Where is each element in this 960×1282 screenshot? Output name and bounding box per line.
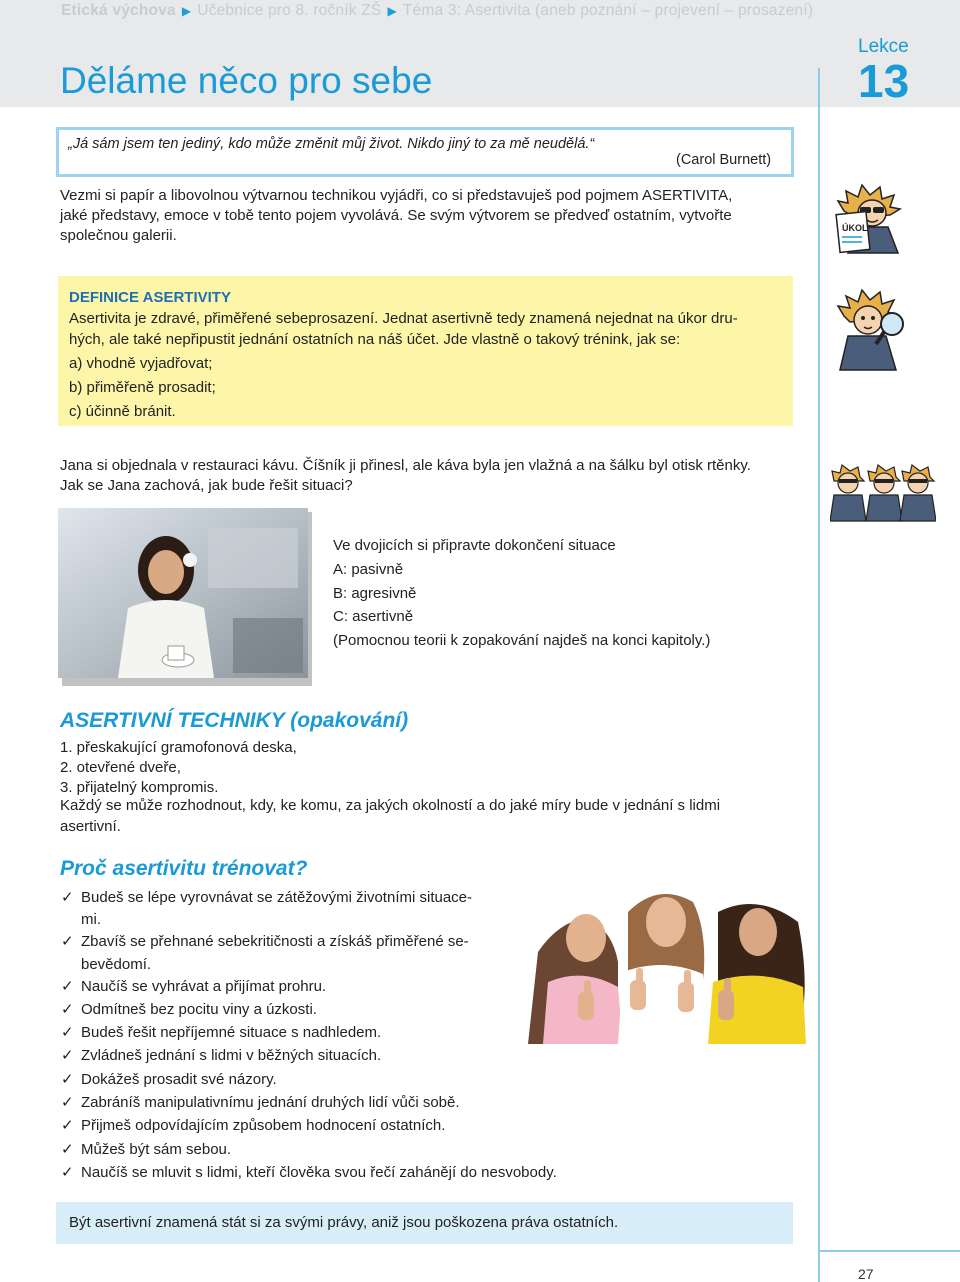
- breadcrumb-book: Učebnice pro 8. ročník ZŠ: [197, 2, 382, 19]
- checklist-text: Naučíš se mluvit s lidmi, kteří člověka svou řečí zahánějí do nesvobody.: [81, 1163, 557, 1181]
- situation-paragraph: [60, 456, 820, 496]
- checkmark-icon: ✓: [61, 889, 74, 906]
- technique-item: 1. přeskakující gramofonová deska,: [60, 739, 297, 756]
- pairs-line: C: asertivně: [333, 608, 414, 626]
- lesson-label: Lekce: [858, 36, 909, 57]
- margin-divider: [818, 68, 820, 1282]
- checklist-text: Naučíš se vyhrávat a přijímat prohru.: [81, 977, 327, 995]
- definition-line: hých, ale také nepřipustit jednání ostatních na náš účet. Jde vlastně o takový trénink, jak se:: [69, 331, 681, 348]
- pairs-line: A: pasivně: [333, 560, 404, 578]
- techniques-list: [60, 738, 297, 798]
- note-line: Každý se může rozhodnout, kdy, ke komu, za jakých okolností a do jaké míry bude v jednání s lidmi: [60, 797, 721, 814]
- situation-line: Jana si objednala v restauraci kávu. Číšník ji přinesl, ale káva byla jen vlažná a na šálku byl otisk rtěnky.: [60, 457, 751, 474]
- checkmark-icon: ✓: [61, 1094, 74, 1112]
- pairs-line: (Pomocnou teorii k zopakování najdeš na konci kapitoly.): [333, 632, 711, 650]
- techniques-note: [60, 796, 800, 837]
- checklist-text: Přijmeš odpovídajícím způsobem hodnocení ostatních.: [81, 1117, 446, 1135]
- quote-author: (Carol Burnett): [676, 152, 772, 168]
- definition-text: [69, 308, 789, 350]
- checklist-text: Odmítneš bez pocitu viny a úzkosti.: [81, 1000, 317, 1018]
- checkmark-icon: ✓: [61, 1000, 74, 1018]
- technique-item: 3. přijatelný kompromis.: [60, 779, 219, 796]
- summary-text: Být asertivní znamená stát si za svými právy, aniž jsou poškozena práva ostatních.: [69, 1214, 619, 1231]
- pairs-paragraph: [333, 534, 803, 653]
- checklist-item: [61, 1138, 621, 1161]
- pairs-line: B: agresivně: [333, 584, 417, 602]
- task-line: Vezmi si papír a libovolnou výtvarnou technikou vyjádři, co si představuješ pod pojmem ASERTIVITA,: [60, 187, 733, 204]
- page-title: Děláme něco pro sebe: [60, 60, 433, 101]
- checkmark-icon: ✓: [61, 977, 74, 995]
- checkmark-icon: ✓: [61, 933, 74, 951]
- page-number: 27: [858, 1266, 874, 1282]
- chevron-right-icon: ▶: [181, 4, 192, 18]
- checklist-text: Zbavíš se přehnané sebekritičnosti a získáš přiměřené se-: [81, 933, 469, 951]
- technique-item: 2. otevřené dveře,: [60, 759, 181, 776]
- task-line: společnou galerii.: [60, 227, 177, 244]
- note-line: asertivní.: [60, 817, 121, 835]
- checklist-item: [61, 1091, 621, 1114]
- pairs-line: Ve dvojicích si připravte dokončení situace: [333, 537, 616, 554]
- task-sign-text: ÚKOL: [842, 223, 868, 233]
- cartoon-three-boys: [830, 463, 936, 523]
- checkmark-icon: ✓: [61, 1070, 74, 1088]
- task-paragraph: [60, 186, 800, 246]
- cartoon-boy-with-magnifier: [836, 286, 912, 372]
- checkmark-icon: ✓: [61, 1140, 74, 1158]
- checkmark-icon: ✓: [61, 1047, 74, 1065]
- task-line: jaké představy, emoce v tobě tento pojem vyvolává. Se svým výtvorem se předveď ostatním, vytvořte: [60, 207, 732, 224]
- checklist-item: [61, 1044, 621, 1067]
- cartoon-boy-with-task-sign: [834, 183, 910, 255]
- checklist-continuation: bevědomí.: [81, 955, 152, 973]
- definition-title: DEFINICE ASERTIVITY: [69, 289, 231, 306]
- photo-woman-in-cafe: [58, 508, 316, 690]
- techniques-heading: ASERTIVNÍ TECHNIKY (opakování): [60, 709, 409, 732]
- checkmark-icon: ✓: [61, 1024, 74, 1042]
- checkmark-icon: ✓: [61, 1163, 74, 1181]
- breadcrumb-topic: Téma 3: Asertivita (aneb poznání – projevení – prosazení): [402, 2, 814, 19]
- definition-list: [69, 352, 216, 424]
- checklist-text: Zabráníš manipulativnímu jednání druhých lidí vůči sobě.: [81, 1094, 460, 1112]
- chevron-right-icon: ▶: [387, 4, 397, 18]
- checklist-item: [61, 1114, 621, 1137]
- checklist-item: [61, 1161, 621, 1184]
- quote-text: „Já sám jsem ten jediný, kdo může změnit můj život. Nikdo jiný to za mě neudělá.“: [68, 136, 595, 152]
- definition-item: a) vhodně vyjadřovat;: [69, 355, 213, 372]
- checklist-text: Zvládneš jednání s lidmi v běžných situacích.: [81, 1047, 382, 1065]
- checklist-continuation: mi.: [81, 911, 101, 929]
- definition-item: c) účinně bránit.: [69, 403, 176, 420]
- checklist-item: [61, 1068, 621, 1091]
- definition-line: Asertivita je zdravé, přiměřené sebeprosazení. Jednat asertivně tedy znamená nejednat na úkor dru-: [69, 310, 738, 327]
- situation-line: Jak se Jana zachová, jak bude řešit situaci?: [60, 477, 353, 494]
- photo-three-girls-thumbs-up: [518, 862, 808, 1044]
- checkmark-icon: ✓: [61, 1117, 74, 1135]
- checklist-text: Dokážeš prosadit své názory.: [81, 1070, 277, 1088]
- checklist-text: Můžeš být sám sebou.: [81, 1140, 232, 1158]
- lesson-number: 13: [858, 55, 910, 107]
- breadcrumb: [61, 2, 813, 20]
- breadcrumb-subject: Etická výchova: [61, 2, 176, 19]
- why-heading: Proč asertivitu trénovat?: [60, 857, 308, 880]
- definition-item: b) přiměřeně prosadit;: [69, 379, 216, 396]
- checklist-text: Budeš se lépe vyrovnávat se zátěžovými životními situace-: [81, 889, 473, 906]
- footer-rule: [818, 1250, 960, 1252]
- checklist-text: Budeš řešit nepříjemné situace s nadhledem.: [81, 1024, 382, 1042]
